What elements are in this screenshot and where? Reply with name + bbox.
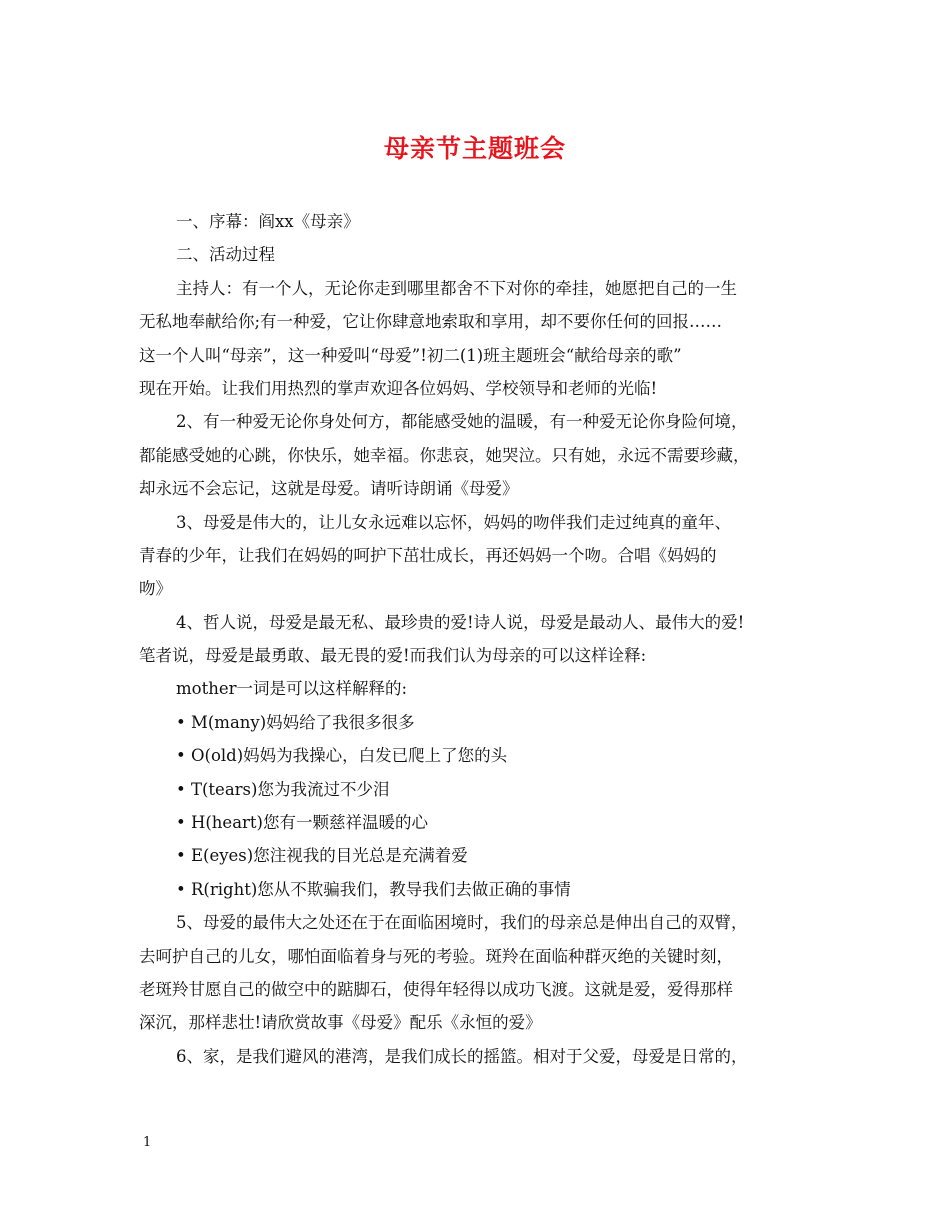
paragraph-line: 这一个人叫“母亲”，这一种爱叫“母爱”!初二(1)班主题班会“献给母亲的歌” <box>139 345 682 365</box>
paragraph-line: 5、母爱的最伟大之处还在于在面临困境时，我们的母亲总是伸出自己的双臂， <box>176 913 748 933</box>
paragraph-line: 现在开始。让我们用热烈的掌声欢迎各位妈妈、学校领导和老师的光临! <box>139 378 658 398</box>
bullet-list-item: • R(right)您从不欺骗我们，教导我们去做正确的事情 <box>176 879 571 899</box>
paragraph-line: 3、母爱是伟大的，让儿女永远难以忘怀，妈妈的吻伴我们走过纯真的童年、 <box>176 512 731 532</box>
paragraph-line: 老斑羚甘愿自己的做空中的踮脚石，使得年轻得以成功飞渡。这就是爱，爱得那样 <box>139 979 733 999</box>
paragraph-line: 都能感受她的心跳，你快乐，她幸福。你悲哀，她哭泣。只有她，永远不需要珍藏， <box>139 445 750 465</box>
document-body <box>139 205 829 1073</box>
paragraph-line: 去呵护自己的儿女，哪怕面临着身与死的考验。斑羚在面临种群灭绝的关键时刻， <box>139 946 733 966</box>
paragraph-line: 4、哲人说，母爱是最无私、最珍贵的爱!诗人说，母爱是最动人、最伟大的爱! <box>176 612 745 632</box>
bullet-list-item: • T(tears)您为我流过不少泪 <box>176 779 390 799</box>
bullet-list-item: • E(eyes)您注视我的目光总是充满着爱 <box>176 846 468 866</box>
paragraph-line: 笔者说，母爱是最勇敢、最无畏的爱!而我们认为母亲的可以这样诠释: <box>139 646 647 666</box>
paragraph-line: 无私地奉献给你;有一种爱，它让你肆意地索取和享用，却不要你任何的回报…… <box>139 312 723 332</box>
paragraph-line: 深沉，那样悲壮!请欣赏故事《母爱》配乐《永恒的爱》 <box>139 1013 542 1033</box>
bullet-list-item: • O(old)妈妈为我操心，白发已爬上了您的头 <box>176 746 508 766</box>
page-number: 1 <box>143 1135 152 1150</box>
paragraph-line: 6、家，是我们避风的港湾，是我们成长的摇篮。相对于父爱，母爱是日常的， <box>176 1046 748 1066</box>
document-title: 母亲节主题班会 <box>383 134 566 163</box>
section-heading-activity: 二、活动过程 <box>176 245 275 265</box>
paragraph-line: 青春的少年，让我们在妈妈的呵护下茁壮成长，再还妈妈一个吻。合唱《妈妈的 <box>139 545 717 565</box>
paragraph-line: 吻》 <box>139 579 172 599</box>
bullet-list-item: • H(heart)您有一颗慈祥温暖的心 <box>176 813 428 833</box>
paragraph-line: 主持人：有一个人，无论你走到哪里都舍不下对你的牵挂，她愿把自己的一生 <box>176 278 737 298</box>
section-heading-prelude: 一、序幕：阎xx《母亲》 <box>176 212 360 231</box>
paragraph-line: mother一词是可以这样解释的: <box>176 679 408 699</box>
paragraph-line: 2、有一种爱无论你身处何方，都能感受她的温暖，有一种爱无论你身险何境， <box>176 412 748 432</box>
bullet-list-item: • M(many)妈妈给了我很多很多 <box>176 712 415 732</box>
paragraph-line: 却永远不会忘记，这就是母爱。请听诗朗诵《母爱》 <box>139 479 519 499</box>
